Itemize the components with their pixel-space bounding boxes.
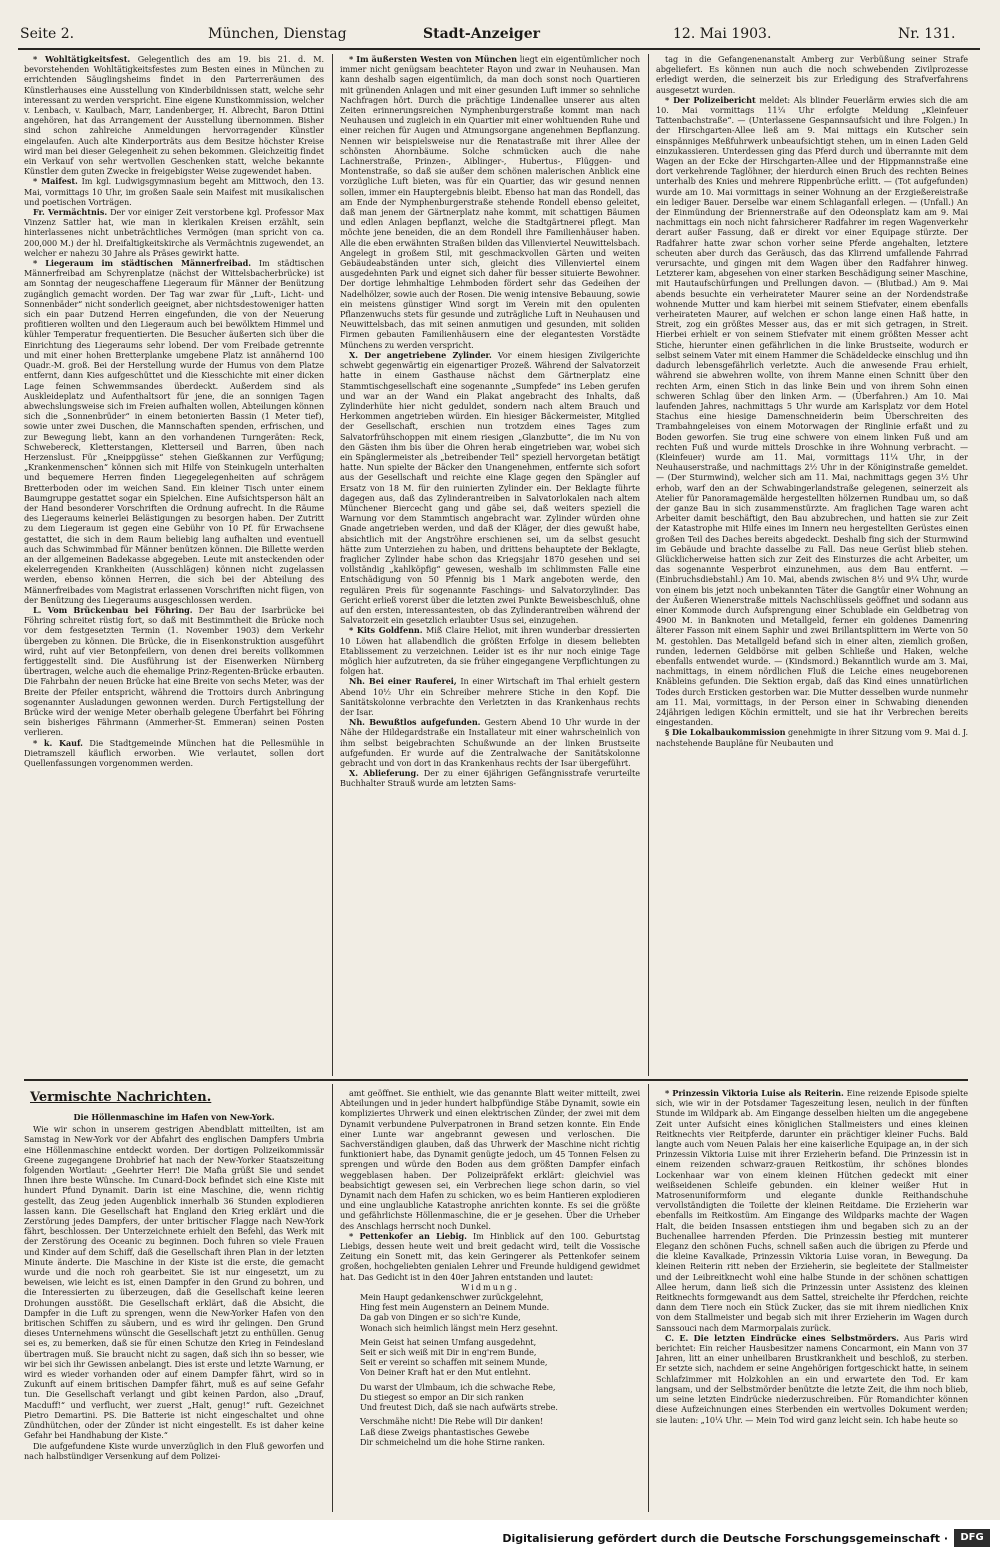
article-paragraph [24,258,324,605]
page-number: Seite 2. [20,26,75,42]
article-paragraph [340,1088,640,1231]
article-heading: Fr. Vermächtnis. [33,207,108,218]
article-heading: * Im äußersten Westen von München [349,54,517,64]
poem-stanza: Mein Geist hat seinen Umfang ausgedehnt, Seit er sich weiß mit Dir in eng'rem Bunde, Seit er vereint so schaffen mit seinem Munde, Von Deiner Kraft hat er den Mut entlehnt. [360,1336,548,1378]
article-heading: * Wohltätigkeitsfest. [33,54,131,64]
section-rule [24,1079,968,1081]
article-heading: X. Ablieferung. [349,768,419,779]
article-paragraph [340,350,640,625]
article-text: Der zu einer 6jährigen Gefängnisstrafe verurteilte Buchhalter Strauß wurde am letzten Sams- [340,768,640,789]
article-text: Gelegentlich des am 19. bis 21. d. M. bevorstehenden Wohltätigkeitsfestes zum Besten eines in München zu errichtenden Säuglingsheims findet in den Parterreräumen des Künstlerhauses eine Ausstellung von Kinderbildnissen statt, welche sehr interessant zu werden verspricht. Eine eigene Kunstkommission, welcher v. Lenbach, v. Kaulbach, Marr, Landenberger, H. Albrecht, Baron Dttini angehören, hat das Arrangement der Ausstellung übernommen. Bisher sind schon zahlreiche Anmeldungen hervorragender Künstler eingelaufen. Auch alte Kinderporträts aus dem Besitze höchster Kreise wird man bei dieser Gelegenheit zu sehen bekommen. Gleichzeitig findet ein Verkauf von sehr wertvollen Geschenken statt, welche bekannte Künstler dem guten Zwecke in freigebigster Weise zugewendet haben. [24,54,324,177]
issue-number: Nr. 131. [898,26,956,42]
article-paragraph [24,176,324,207]
article-heading: Nh. Bewußtlos aufgefunden. [349,717,481,728]
article-heading: § Die Lokalbaukommission [665,727,786,738]
article-heading: * Kits Goldfenn. [349,625,423,636]
article-paragraph [340,768,640,788]
article-paragraph [340,625,640,676]
column-1 [24,54,324,1074]
article-paragraph [656,1333,968,1425]
page-header [18,22,980,48]
article-text: amt geöffnet. Sie enthielt, wie das genannte Blatt weiter mitteilt, zwei Abteilungen und in jeder hundert halbpfündige Stäbe Dynamit, sowie ein kompliziertes Uhrwerk und einen elektrischen Zünder, der zwei mit dem Dynamit verbundene Pulverpatronen in Brand setzen konnte. Ein Ende einer Lunte war angebrannt gewesen und verloschen. Die Sachverständigen glauben, daß das Uhrwerk der Maschine nicht richtig funktioniert habe, das Dynamit genügte jedoch, um 45 Tonnen Felsen zu sprengen und würde den Boden aus dem größten Dampfer einfach weggeblasen haben. Der Polizeipräfekt erklärt: gleichviel was beabsichtigt gewesen sei, ein Verbrechen liege schon darin, so viel Dynamit nach dem Hafen zu schicken, wo es beim Hantieren explodieren und eine unglaubliche Katastrophe anrichten konnte. Es sei die größte und gefährlichste Höllenmaschine, die er je gesehen. Über die Urheber des Anschlags herrscht noch Dunkel. [340,1088,640,1231]
article-text: Der vor einiger Zeit verstorbene kgl. Professor Max Vinzenz Sattler hat, wie man in klerikalen Kreisen erzählt, sein hinterlassenes nicht unbeträchtliches Vermögen (man spricht von ca. 200,000 M.) der hl. Dreifaltigkeitskirche als Vermächtnis zugewendet, an welcher er nahezu 30 Jahre als Präses gewirkt hatte. [24,207,324,258]
article-paragraph [340,676,640,717]
column-divider [332,1084,333,1512]
article-heading: * Liegeraum im städtischen Männerfreibad. [33,258,252,269]
article-text: Vor einem hiesigen Zivilgerichte schwebt gegenwärtig ein eigenartiger Prozeß. Während der Salvatorzeit hatte in einem Gasthause nächst dem Gärtnerplatz eine Stammtischgesellschaft eine sogenannte „Sumpfede“ ins Leben gerufen und war an der Wand ein Plakat angebracht des Inhalts, daß Zylinderhüte hier nicht geduldet, sondern nach altem Brauch und Herkommen angetrieben würden. Ein hiesiger Bäckermeister, Mitglied der Gesellschaft, erschien nun trotzdem eines Tages zum Salvatorfrühschoppen mit einem riesigen „Glanzbutte“, die im Nu von den Gästen ihm bis über die Ohren herab eingetrieben war, wobei sich ein Spänglermeister als „betreibender Teil“ speziell hervorgetan betätigt hatte. Nun spielte der Bäcker den Unangenehmen, entfernte sich sofort aus der Gesellschaft und reichte eine Klage gegen den Spängler auf Ersatz von 18 M. für den ruinierten Zylinder ein. Der Beklagte führte dagegen aus, daß das Zylinderantreiben in Salvatorlokalen nach altem Münchener Biercecht gang und gäbe sei, daß weiters speziell die Warnung vor dem Stammtisch angebracht war. Zylinder würden ohne Gnade angetrieben werden, und daß der Kläger, der dies gewußt habe, absichtlich mit der Angströhre erschienen sei, um da selbst gesucht hätte zum Unterziehen zu haben, und drittens behauptete der Beklagte, fraglicher Zylinder habe schon das Kriegsjahr 1870 gesehen und sei vollständig „kahlköpfig“ gewesen, weshalb im schlimmsten Falle eine Entschädigung von 50 Pfennig bis 1 Mark angeboten werde, den regulären Preis für sogenannte Faschings- und Salvatorzylinder. Das Gericht erließ vorerst über die letzten zwei Punkte Beweisbeschluß, ohne auf den ersten, interessantesten, ob das Zylinderantreiben während der Salvatorzeit ein gesetzlich erlaubter Usus sei, einzugehen. [340,349,640,626]
column-divider [648,54,649,1076]
article-paragraph [24,1441,324,1461]
poem-stanza: Du warst der Ulmbaum, ich die schwache Rebe, Du stiegest so empor an Dir sich ranken Und freutest Dich, daß sie nach aufwärts strebe. [360,1381,558,1413]
poem-stanza: Mein Haupt gedankenschwer zurückgelehnt, Hing fest mein Augenstern an Deinem Munde. Da gab von Dingen er so sich're Kunde, Wonach sich heimlich längst mein Herz gesehnt. [360,1292,558,1333]
article-text: Wie wir schon in unserem gestrigen Abendblatt mitteilten, ist am Samstag in New-York vor der Abfahrt des englischen Dampfers Umbria eine Höllenmaschine entdeckt worden. Der dortigen Polizeikommissär Greene zugegangene Drohbrief hat nach der New-Yorker Staatszeitung folgenden Wortlaut: „Geehrter Herr! Die Mafia grüßt Sie und sendet Ihnen ihre beste Wünsche. Im Cunard-Dock befindet sich eine Kiste mit hundert Pfund Dynamit. Darin ist eine Maschine, die, wenn richtig gestellt, das Zeug jeden Augenblick innerhalb 36 Stunden explodieren lassen kann. Die Gesellschaft hat England den Krieg erklärt und die Zerstörung jedes Dampfers, der unter britischer Flagge nach New-York fährt, beschlossen. Der Unterzeichnete erhielt den Befehl, das Werk mit der Zerstörung des Oceanic zu beginnen. Doch fuhren so viele Frauen und Kinder auf dem Schiff, daß die Gesellschaft ihren Plan in der letzten Minute änderte. Die Maschine in der Kiste ist die erste, die gemacht wurde und die noch roh gearbeitet. Sie ist nur eingesetzt, um zu beweisen, wie leicht es ist, einen Dampfer in den Grund zu bohren, und die Interessierten zu überzeugen, daß die Gesellschaft keine leeren Drohungen ausstößt. Die Gesellschaft erklärt, daß die Absicht, die Dampfer in die Luft zu sprengen, wenn die New-Yorker Hafen von den britischen Schiffen zu säubern, und es wird ihr gelingen. Den Grund dieses Unternehmens wünscht die Gesellschaft jetzt zu enthüllen. Genug sei es, zu bemerken, daß sie für einen Schutze den Krieg in Feindesland übertragen muß. Sie braucht nicht zu sagen, daß sich ihn so besser, wie wir bei sich ihr Gewissen anbelangt. Dies ist erste und letzte Warnung, er wird es wieder vorhanden oder auf einem Dampfer fährt, wird so in Zukunft auf einem britischen Dampfer fährt, muß es auf seine Gefahr tun. Die Gesellschaft verlangt und gibt keinen Pardon, also „Drauf, Macduff!“ und verflucht, wer zuerst „Halt, genug!“ ruft. Gezeichnet Pietro Demartini. PS. Die Batterie ist nicht eingeschaltet und ohne Zündhütchen, oder der Zünder ist nicht eingestellt. Es ist daher keine Gefahr bei Handhabung der Kiste.“ [24,1124,324,1441]
article-heading: * Prinzessin Viktoria Luise als Reiterin. [665,1088,844,1098]
article-paragraph [340,1231,640,1282]
article-heading: * k. Kauf. [33,737,83,748]
newspaper-title: Stadt-Anzeiger [423,26,541,42]
section-title: Vermischte Nachrichten. [30,1090,212,1105]
article-text: Gestern Abend 10 Uhr wurde in der Nähe der Hildegardstraße ein Installateur mit einer wahrscheinlich von ihm selbst beigebrachten Schußwunde an der linken Brustseite aufgefunden. Er wurde auf die Zentralwache der Sanitätskolonne gebracht und von dort in das Krankenhaus rechts der Isar übergeführt. [340,717,640,769]
header-rule [18,48,980,50]
column-3 [656,54,968,1074]
article-paragraph [656,54,968,95]
poem-title: Widmung. [461,1281,519,1292]
article-paragraph [340,54,640,350]
article-subheading: Die Höllenmaschine im Hafen von New-York. [73,1112,275,1122]
bottom-column-2 [340,1088,640,1510]
article-text: genehmigte in ihrer Sitzung vom 9. Mai d. J. nachstehende Baupläne für Neubauten und [656,727,968,748]
digitization-footer [0,1520,1000,1558]
article-text: Eine reizende Episode spielte sich, wie wir in der Potsdamer Tageszeitung lesen, neulich in der fünften Stunde im Wildpark ab. Am Eingange desselben hielten um die angegebene Zeit unter Aufsicht eines königlichen Stallmeisters und eines kleinen Reitknechts vier Reitpferde, darunter ein prächtiger kleiner Fuchs. Bald langte auch vom Neuen Palais her eine kaiserliche Equipage an, in der sich Prinzessin Viktoria Luise mit ihrer Erzieherin befand. Die Prinzessin ist in einem reizenden schwarz-grauen Reitkostüm, ihr schönes blondes Lockenhaar war von einem kleinen Hütchen gedeckt mit einer weißseidenen Schleife gebunden. ein kleiner weißer Hut in Matrosenuniformform und elegante dunkle Reithandschuhe vervollständigten die Toilette der kleinen Reitdame. Die Erzieherin war ebenfalls im Reitkostüm. Am Eingange des Wildparks machte der Wagen Halt, die beiden Insassen entstiegen ihm und begaben sich zu an der Buchenallee harrenden Pferden. Die Prinzessin bestieg mit munterer Eleganz den schönen Fuchs, schnell saßen auch die übrigen zu Pferde und die kleine Kavalkade, Prinzessin Viktoria Luise voran, in Bewegung. Da kleinen Reiterin ritt neben der Erzieherin, sie begleitete der Stallmeister und der Leibreitknecht wohl eine halbe Stunde in der schönen schattigen Allee herum, dann ließ sich die Prinzessin unter Assistenz des kleinen Reitknechts formgewandt aus dem Sattel, streichelte ihr Pferdchen, reichte dann dem Tiere noch ein Stück Zucker, das sie mit ihrem niedlichen Knix von dem Stallmeister und begab sich mit ihrer Erzieherin im Wagen durch Sanssouci nach dem Marmorpalais zurück. [656,1088,968,1333]
article-text: Im städtischen Männerfreibad am Schyrenplatze (nächst der Wittelsbacherbrücke) ist am Sonntag der neugeschaffene Liegeraum für Männer der Benützung zugänglich gemacht worden. Der Tag war zwar für „Luft-, Licht- und Sonnenbäder“ nicht sonderlich geeignet, aber nichtsdestoweniger hatten sich ein paar Dutzend Herren eingefunden, die von der Neuerung profitieren wollten und den Liegeraum auch bei bewölktem Himmel und kühler Temperatur frequentierten. Die Besucher äußerten sich über die Einrichtung des Liegeraums sehr lobend. Der vom Freibade getrennte und mit einer hohen Bretterplanke umgebene Platz ist annähernd 100 Quadr.-M. groß. Bei der Herstellung wurde der Humus von dem Platze entfernt, dann Kies aufgeschüttet und die Kiesschichte mit einer dicken Lage feinen Schwemmsandes überdeckt. Außerdem sind als Auskleideplatz und Aufenthaltsort für jene, die an sonnigen Tagen abwechslungsweise sich im Freien aufhalten wollen, Abteilungen können sich die „Sonnenbrüder“ in einem betonierten Bassin (1 Meter tief), sowie unter zwei Duschen, die Mannschaften spenden, erfrischen, und zur Bewegung liebt, kann an den vorhandenen Turngeräten: Reck, Schwebereck, Kletterstangen, Kletterseil und Barren, üben nach Herzenslust. Für „Kneippgüsse“ stehen Gießkannen zur Verfügung; „Krankenmenschen“ können sich mit Hilfe von Steinkugeln unterhalten und bequemere Herren finden Liegegelegenheiten auf schrägem Bretterboden oder im weichen Sand. Ein kleiner Tisch unter einem Baumgruppe gestattet sogar ein Spielchen. Eine Aufsichtsperson hält an der Hand besonderer Vorschriften die Ordnung aufrecht. In die Räume des Liegeraums keinerlei Belästigungen zu besorgen haben. Der Zutritt zu dem Liegeraum ist gegen eine Gebühr von 10 Pf. für Erwachsene gestattet, die sich in dem Raum beliebig lang aufhalten und eventuell auch das Schwimmbad für Männer benützen können. Die Billette werden an der allgemeinen Badekasse abgegeben. Leute mit ansteckenden oder ekelerregenden Krankheiten (Ausschlägen) können nicht zugelassen werden, ebenso können Herren, die sich bei der Abteilung des Männerfreibades vom Magistrat erlassenen Vorschriften nicht fügen, von der Benützung des Liegeraums ausgeschlossen werden. [24,258,324,605]
article-text: tag in die Gefangenenanstalt Amberg zur Verbüßung seiner Strafe abgeliefert. Es können nun auch die noch schwebenden Zivilprozesse erledigt werden, die seinerzeit bis zur Erledigung des Strafverfahrens ausgesetzt wurden. [656,54,968,95]
article-text: Im Hinblick auf den 100. Geburtstag Liebigs, dessen heute weit und breit gedacht wird, teilt die Vossische Zeitung ein Sonett mit, das kein Geringerer als Pettenkofer seinem großen, hochgeliebten genialen Lehrer und Freunde huldigend gewidmet hat. Das Gedicht ist in den 40er Jahren entstanden und lautet: [340,1230,640,1282]
article-heading: X. Der angetriebene Zylinder. [349,349,492,360]
column-2 [340,54,640,1074]
funding-credit: Digitalisierung gefördert durch die Deutsche Forschungsgemeinschaft · [502,1532,948,1545]
article-paragraph [24,207,324,258]
article-text: Die Stadtgemeinde München hat die Pellesmühle in Dietramszell käuflich erworben. Wie verlautet, sollen dort Quellenfassungen vorgenommen werden. [24,737,324,769]
article-paragraph [24,54,324,176]
article-heading: C. E. Die letzten Eindrücke eines Selbstmörders. [665,1332,899,1343]
article-paragraph [656,727,968,747]
article-paragraph [24,1124,324,1440]
article-heading: * Pettenkofer an Liebig. [349,1230,467,1241]
article-heading: Nh. Bei einer Rauferei, [349,676,457,687]
column-divider [648,1084,649,1512]
article-heading: * Maifest. [33,176,78,187]
article-paragraph [24,605,324,738]
article-text: Im kgl. Ludwigsgymnasium begeht am Mittwoch, den 13. Mai, vormittags 10 Uhr, im großen Saale sein Maifest mit musikalischen und poetischen Vorträgen. [24,176,324,207]
column-divider [332,54,333,1076]
article-heading: * Der Polizeibericht [665,94,756,105]
article-text: Die aufgefundene Kiste wurde unverzüglich in den Fluß geworfen und nach halbstündiger Versenkung auf dem Polizei- [24,1440,324,1461]
article-text: meldet: Als blinder Feuerlärm erwies sich die am 10. Mai vormittags 11¼ Uhr erfolgte Meldung „Kleinfeuer Tattenbachstraße“. — (Unterlassene Gespannsaufsicht und ihre Folgen.) In der Hirschgarten-Allee ließ am 9. Mai mittags ein Kutscher sein einspänniges Meßfuhrwerk unbeaufsichtigt stehen, um in einen Laden Geld einzukassieren. Unterdessen ging das Pferd durch und überrannte mit dem Wagen an der Ecke der Hirschgarten-Allee und der Hippmannstraße eine dort verkehrende Taglöhner, der hierdurch einen Bruch des rechten Beines unterhalb des Knies und mehrere Rippenbrüche erlitt. — (Tot aufgefunden) wurde am 10. Mai vormittags in seiner Wohnung an der Erzgießereistraße ein lediger Bauer. Derselbe war einem Schlaganfall erlegen. — (Unfall.) An der Einmündung der Briennerstraße auf den Odeonsplatz kam am 9. Mai nachmittags ein noch nicht fahrsicherer Radfahrer im regen Wagenverkehr derart außer Fassung, daß er direkt vor einer Equipage stürzte. Der Radfahrer hatte zwar schon vorher seine Pferde angehalten, letztere scheuten aber durch das Geräusch, das das Klirrend umfallende Fahrrad verursachte, und gingen mit dem Wagen über den Radfahrer hinweg. Letzterer kam, abgesehen von einer starken Beschädigung seiner Maschine, mit Hautaufschürfungen und Prellungen davon. — (Blutbad.) Am 9. Mai abends besuchte ein verheirateter Maurer seine an der Nordendstraße wohnende Mutter und kam hierbei mit seinem Stiefvater, einem ebenfalls verheirateten Maurer, auf welchen er schon lange einen Haß hatte, in Streit, zog ein größtes Messer aus, das er mit sich getragen, in Streit. Hierbei erhielt er von seinem Stiefvater mit einem größten Messer acht Stiche, hierunter einen gefährlichen in die linke Brustseite, wodurch er selbst seinem Vater mit einem Hammer die Schädeldecke einschlug und ihn dadurch lebensgefährlich verletzte. Auch die anwesende Frau erhielt, während sie abwehren wollte, von ihrem Manne einen Schnitt über den rechten Arm, einen Stich in das linke Bein und von ihrem Sohn einen schweren Schlag über den linken Arm. — (Überfahren.) Am 10. Mai laufenden Jahres, nachmittags 5 Uhr wurde am Karlsplatz vor dem Hotel Stachus eine hiesige Damenschneiderin beim Überschreiten des Trambahngeleises von einem Motorwagen der Ringlinie erfaßt und zu Boden geworfen. Sie trug eine schwere von einem linken Fuß und am rechten Fuß und wurde mittels Droschke in ihre Wohnung verbracht. — (Kleinfeuer) wurde am 11. Mai, vormittags 11¼ Uhr, in der Neuhauserstraße, und nachmittags 2½ Uhr in der Königinstraße gemeldet. — (Der Sturmwind), welcher sich am 11. Mai, nachmittags gegen 3½ Uhr erhob, warf den an der Schwabingerlandstraße gelegenen, seinerzeit als Atelier für Panoramagemälde hergestellten hölzernen Rundbau um, so daß der ganze Bau in sich zusammenstürzte. Am fraglichen Tage waren acht Arbeiter damit beschäftigt, den Bau abzubrechen, und hatten sie zur Zeit der Katastrophe mit Hilfe eines im Innern neu hergestellten Gerüstes einen großen Teil des Daches bereits abgedeckt. Deshalb fing sich der Sturmwind im Gebäude und brachte dasselbe zu Fall. Das neue Gerüst blieb stehen. Glücklicherweise hatten sich zur Zeit des Einsturzes die acht Arbeiter, um das sogenannte Vesperbrot einzunehmen, aus dem Bau entfernt. — (Einbruchsdiebstahl.) Am 10. Mai, abends zwischen 8½ und 9¼ Uhr, wurde von einem bis jetzt noch unbekannten Täter die Gangtür einer Wohnung an der Äußeren Wienerstraße mittels Nachschlüssels geöffnet und sodann aus einer Kommode durch Aufsprengung einer Schublade ein Geldbetrag von 4900 M. in Banknoten und Metallgeld, ferner ein goldenes Damenring älterer Fasson mit einem Saphir und zwei Brillantsplittern im Werte von 50 M. gestohlen. Das Metallgeld befand sich in einer alten, ziemlich großen, runden, ledernen Geldbörse mit gelben Schließe und Haken, welche ebenfalls entwendet wurde. — (Kindsmord.) Bekanntlich wurde am 3. Mai, nachmittags, in einem nördlichen Fluß die Leiche eines neugeborenen Knäbleins gefunden. Die Sektion ergab, daß das Kind eines unnatürlichen Todes durch Ersticken gestorben war. Die Mutter desselben wurde nunmehr am 11. Mai, vormittags, in der Person einer in Schwabing dienenden 24jährigen ledigen Köchin ermittelt, und sie hat ihr Verbrechen bereits eingestanden. [656,94,968,728]
article-text: In einer Wirtschaft im Thal erhielt gestern Abend 10½ Uhr ein Schreiber mehrere Stiche in den Kopf. Die Sanitätskolonne verbrachte den Verletzten in das Krankenhaus rechts der Isar. [340,676,640,717]
poem-stanza: Verschmähe nicht! Die Rebe will Dir danken! Laß diese Zweigs phantastisches Gewebe Dir schmeichelnd um die hohe Stirne ranken. [360,1416,545,1447]
article-text: Aus Paris wird berichtet: Ein reicher Hausbesitzer namens Concarmont, ein Mann von 37 Jahren, litt an einer unheilbaren Brustkrankheit und beschloß, zu sterben. Er setzte sich, nachdem er seine Angehörigen fortgeschickt hatte, in seinem Schlafzimmer mit Holzkohlen an ein und erwartete den Tod. Er kam langsam, und der Selbstmörder benützte die letzte Zeit, die ihm noch blieb, um seine letzten Eindrücke niederzuschreiben. Für Romandichter können diese Aufzeichnungen eines Sterbenden ein wertvolles Dokument werden; sie lauten: „10¼ Uhr. — Mein Tod wird ganz leicht sein. Ich habe heute so [656,1332,968,1425]
article-text: liegt ein eigentümlicher noch immer nicht genügsam beachteter Rayon und zwar in Neuhausen. Man kann deshalb sagen eigentümlich, da man doch sonst noch Quartieren mit grünenden Anlagen und mit einer gesunden Luft immer so sehnliche Nachfragen hört. Durch die prächtige Lindenallee unserer aus alten Zeiten erinnerungsreichen Nymphenburgerstraße kommt man nach Neuhausen und zugleich in ein Quartier mit einer wohltuenden Ruhe und einer reichen für Augen und Atmungsorgane angenehmen Bepflanzung. Nennen wir beispielsweise nur die Renatastraße mit ihrer Allee der schönsten Ahornbäume. Solche schmücken auch die nahe Lachnerstraße, Prinzen-, Aiblinger-, Hubertus-, Flüggen- und Montenstraße, so daß sie außer dem schönen malerischen Anblick eine vorzügliche Luft bieten, was für ein Quartier, das wir gesund nennen sollen, immer ein Hauptergebnis bleibt. Ebenso hat man das Rondell, das am Ende der Nymphenburgerstraße stehende Rondell ebenso geleitet, daß man jenem der Gärtnerplatz nahe kommt, mit schattigen Bäumen und edlen Anlagen bepflanzt, welche die Stadtgärtnerei pflegt. Man möchte jene beneiden, die an dem Rondell ihre Familienhäuser haben. Alle die eben erwähnten Straßen bilden das Villenviertel Neuwittelsbach. Angelegt in großem Stil, mit geschmackvollen Gärten und weiten Gebäudeabständen unter sich, gleicht dies Villenviertel einem ausgedehnten Park und eignet sich daher für besser situierte Bewohner. Der dortige lehmhaltige Lehmboden fördert sehr das Gedeihen der Nadelhölzer, sowie auch der Rosen. Die wenig intensive Bebauung, sowie ein meistens günstiger Wind sorgt im Verein mit den opulenten Pflanzenwuchs stets für gesunde und zuträgliche Luft in Neuhausen und Neuwittelsbach, das mit seinen anmutigen und gesunden, mit soliden Firmen gebauten Familienhäusern eine der elegantesten Vorstädte Münchens zu werden verspricht. [340,54,640,350]
bottom-column-3 [656,1088,968,1510]
bottom-column-1 [24,1110,324,1510]
header-place-day: München, Dienstag [208,26,347,42]
article-text: Der Bau der Isarbrücke bei Föhring schreitet rüstig fort, so daß mit Bestimmtheit die Brücke noch vor dem festgesetzten Termin (1. November 1903) dem Verkehr übergeben zu können. Die Brücke, die in Eisenkonstruktion ausgeführt wird, ruht auf vier Betonpfeilern, von denen drei bereits vollkommen fertiggestellt sind. Die Ausführung ist der Eisenwerken Nürnberg übertragen, welche auch die ehemalige Prinz-Regenten-Brücke erbauten. Die Fahrbahn der neuen Brücke hat eine Breite von sechs Meter, was der Breite der Pfeiler entspricht, während die Trottoirs durch Anbringung sogenannter Ausladungen gewonnen werden. Durch Fertigstellung der Brücke wird der wenige Meter oberhalb gelegene Überfahrt bei Föhring sein bisheriges Fährmann (Ammerher-St. Emmeran) seinen Posten verlieren. [24,604,324,738]
article-paragraph [340,717,640,768]
article-paragraph [656,95,968,728]
header-date: 12. Mai 1903. [673,26,772,42]
article-text: Miß Claire Heliot, mit ihren wunderbar dressierten 10 Löwen hat allabendlich die größten Erfolge in diesem beliebten Etablissement zu verzeichnen. Leider ist es ihr nur noch einige Tage möglich hier aufzutreten, da sie früher eingegangene Verpflichtungen zu folgen hat. [340,625,640,677]
article-heading: L. Vom Brückenbau bei Föhring. [33,604,193,615]
dfg-logo: DFG [954,1529,990,1547]
article-paragraph [24,738,324,769]
article-paragraph [656,1088,968,1333]
